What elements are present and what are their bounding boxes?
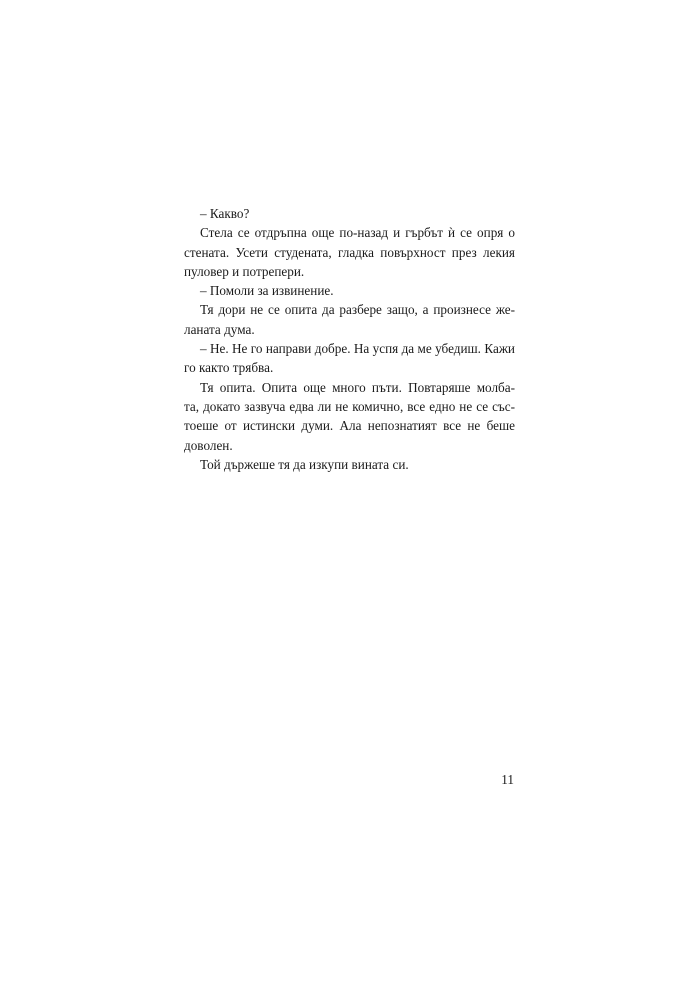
text-line: го както трябва. (184, 360, 274, 376)
text-line: – Какво? (200, 206, 250, 221)
text-line: – Помоли за извинение. (200, 283, 334, 299)
text-line: ланата дума. (184, 321, 255, 337)
text-line: Тя дори не се опита да разбере защо, а произнесе же- (200, 302, 515, 318)
page-number: 11 (501, 772, 514, 787)
text-line: – Не. Не го направи добре. На успя да ме убедиш. Кажи (200, 341, 515, 357)
text-line: та, докато зазвуча едва ли не комично, все едно не се със- (184, 398, 515, 414)
body-text (184, 204, 515, 474)
text-line: тоеше от истински думи. Ала непознатият все не беше (184, 418, 515, 434)
text-line: Той държеше тя да изкупи вината си. (200, 456, 409, 472)
text-line: стената. Усети студената, гладка повърхност през лекия (184, 244, 515, 260)
text-line: пуловер и потрепери. (184, 263, 305, 279)
text-line: Стела се отдръпна още по-назад и гърбът ѝ се опря о (200, 225, 515, 241)
text-line: доволен. (184, 437, 233, 453)
text-line: Тя опита. Опита още много пъти. Повтаряше молба- (200, 379, 515, 395)
